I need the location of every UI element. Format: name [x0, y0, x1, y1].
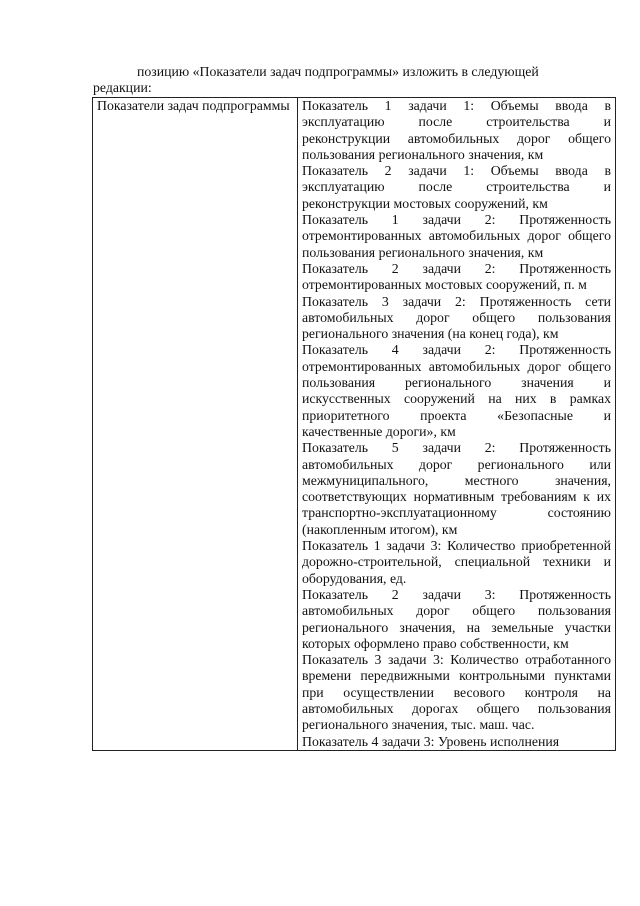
indicator-1-task-2: Показатель 1 задачи 2: Протяженность отремонтированных автомобильных дорог общего пользования регионального значения, км [302, 212, 611, 260]
indicator-2-task-1: Показатель 2 задачи 1: Объемы ввода в эксплуатацию после строительства и реконструкции мостовых сооружений, км [302, 163, 611, 211]
indicator-3-task-3: Показатель 3 задачи 3: Количество отработанного времени передвижными контрольными пунктами при осуществлении весового контроля на автомобильных дорогах общего пользования регионального значения, тыс. маш. час. [302, 652, 611, 733]
indicator-3-task-2: Показатель 3 задачи 2: Протяженность сети автомобильных дорог общего пользования регионального значения (на конец года), км [302, 293, 611, 342]
indicator-5-task-2: Показатель 5 задачи 2: Протяженность автомобильных дорог регионального или межмуниципального, местного значения, соответствующих нормативным требованиям к их транспортно-эксплуатационному состоянию (накопленным итогом), км [302, 440, 611, 537]
intro-line-1: позицию «Показатели задач подпрограммы» изложить в следующей [137, 64, 539, 79]
indicator-2-task-2: Показатель 2 задачи 2: Протяженность отремонтированных мостовых сооружений, п. м [302, 260, 611, 293]
indicator-2-task-3: Показатель 2 задачи 3: Протяженность автомобильных дорог общего пользования регионального значения, на земельные участки которых оформлено право собственности, км [302, 586, 611, 651]
indicators-table [92, 97, 616, 751]
table-row [93, 98, 616, 751]
indicators-cell [298, 98, 616, 751]
indicator-1-task-3: Показатель 1 задачи 3: Количество приобретенной дорожно-строительной, специальной техники и оборудования, ед. [302, 538, 611, 586]
indicator-4-task-3: Показатель 4 задачи 3: Уровень исполнения [302, 733, 560, 749]
intro-paragraph [93, 64, 613, 96]
row-label-cell: Показатели задач подпрограммы [93, 98, 298, 751]
indicator-1-task-1: Показатель 1 задачи 1: Объемы ввода в эксплуатацию после строительства и реконструкции автомобильных дорог общего пользования регионального значения, км [302, 98, 611, 162]
intro-line-2: редакции: [93, 80, 152, 95]
indicator-4-task-2: Показатель 4 задачи 2: Протяженность отремонтированных автомобильных дорог общего пользования регионального значения и искусственных сооружений на них в рамках приоритетного проекта «Безопасные и качественные дороги», км [302, 342, 611, 439]
